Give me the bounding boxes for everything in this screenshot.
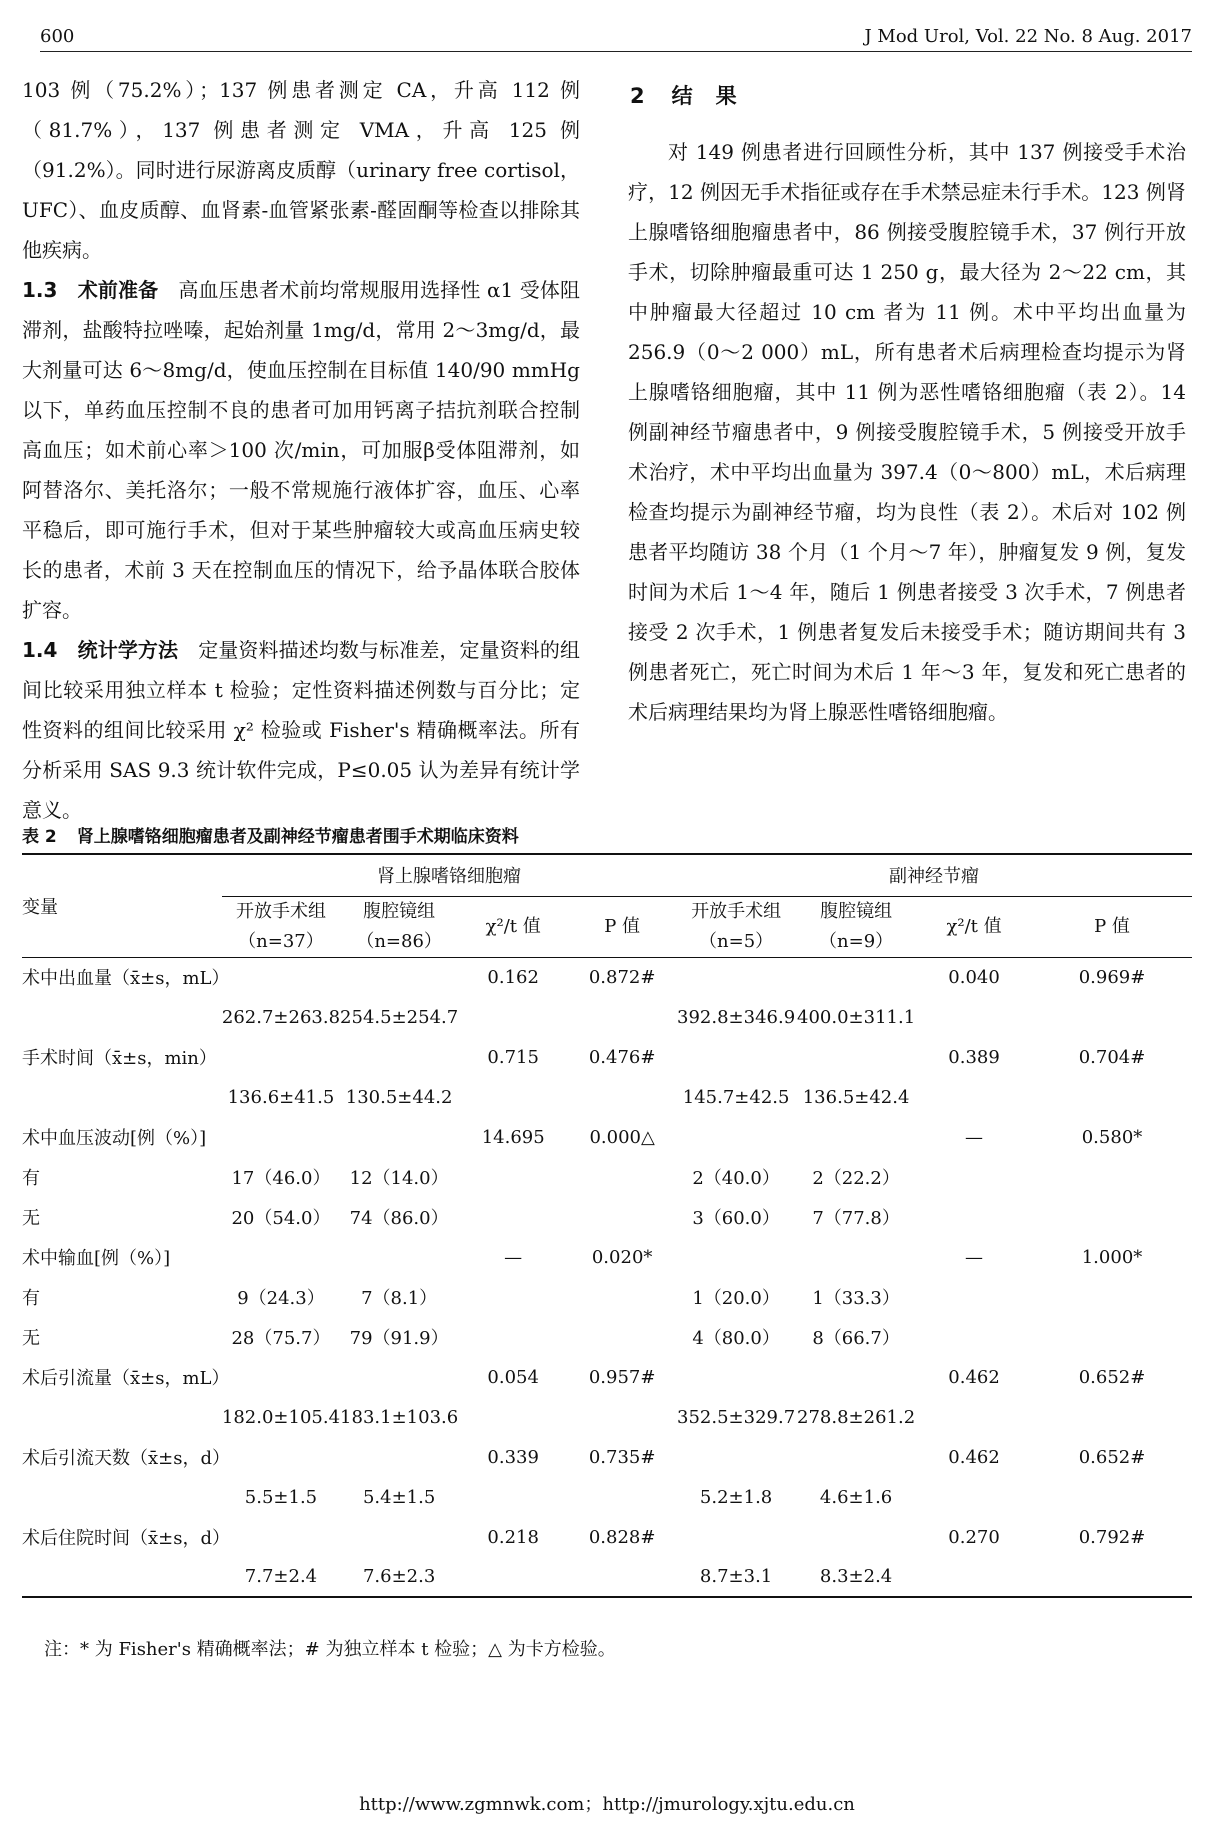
table-row: [22, 1037, 1192, 1077]
cell-g1-open: 9（24.3）: [237, 1288, 325, 1309]
cell-g1-open: 17（46.0）: [231, 1168, 331, 1189]
table-footnote: 注：* 为 Fisher's 精确概率法；# 为独立样本 t 检验；△ 为卡方检验。: [44, 1639, 616, 1660]
col-header-g2-stat: χ²/t 值: [946, 915, 1002, 937]
cell-g1-open: 182.0±105.4: [221, 1406, 341, 1428]
table-title: 肾上腺嗜铬细胞瘤患者及副神经节瘤患者围手术期临床资料: [76, 827, 519, 847]
clinical-data-table: [22, 853, 1192, 1598]
row-label: 术后引流天数（x̄±s，d）: [22, 1448, 230, 1469]
table-row: [22, 1397, 1192, 1437]
table-row: [22, 1357, 1192, 1397]
section-1-3-text: 高血压患者术前均常规服用选择性 α1 受体阻滞剂，盐酸特拉唑嗪，起始剂量 1mg/d，常用 2～3mg/d，最大剂量可达 6～8mg/d，使血压控制在目标值 140/90 mmHg 以下，单药血压控制不良的患者可加用钙离子拮抗剂联合控制高血压；如术前心率＞100 次/min，可加服β受体阻滞剂，如阿替洛尔、美托洛尔；一般不常规施行液体扩容，血压、心率平稳后，即可施行手术，但对于某些肿瘤较大或高血压病史较长的患者，术前 3 天在控制血压的情况下，给予晶体联合胶体扩容。: [22, 278, 580, 622]
col-header-g1-stat: χ²/t 值: [485, 915, 541, 937]
cell-g1-lap: 74（86.0）: [349, 1208, 449, 1229]
cell-g2-open: 3（60.0）: [692, 1208, 780, 1229]
cell-g2-open: 2（40.0）: [692, 1168, 780, 1189]
cell-g2-open: 4（80.0）: [692, 1328, 780, 1349]
cell-g2-p: 0.704#: [1078, 1046, 1146, 1068]
cell-g2-open: 352.5±329.7: [677, 1406, 796, 1428]
table-row: [22, 1517, 1192, 1557]
cell-g1-p: 0.020*: [591, 1246, 653, 1268]
row-sublabel: 有: [22, 1288, 40, 1309]
row-label: 术后住院时间（x̄±s，d）: [22, 1528, 230, 1549]
table-row: [22, 1557, 1192, 1597]
row-sublabel: 无: [22, 1328, 40, 1349]
col-label-g2-open: 开放手术组: [691, 900, 782, 922]
cell-g1-open: 5.5±1.5: [244, 1486, 318, 1508]
cell-g1-stat: 0.339: [487, 1446, 539, 1468]
table-row: [22, 1277, 1192, 1317]
cell-g1-open: 136.6±41.5: [227, 1086, 335, 1108]
cell-g2-stat: 0.270: [948, 1526, 1000, 1548]
row-label: 手术时间（x̄±s，min）: [22, 1048, 217, 1069]
cell-g2-lap: 400.0±311.1: [797, 1006, 916, 1028]
cell-g1-lap: 79（91.9）: [349, 1328, 449, 1349]
cell-g2-stat: 0.462: [948, 1366, 1000, 1388]
group-header-paraganglioma: 副神经节瘤: [676, 854, 1192, 896]
col-header-g1-p: P 值: [604, 915, 641, 937]
col-header-g2-p: P 值: [1094, 915, 1130, 937]
right-column: [628, 70, 1186, 732]
table-row: [22, 1077, 1192, 1117]
cell-g2-lap: 7（77.8）: [812, 1208, 900, 1229]
col-n-g1-lap: （n=86）: [356, 930, 442, 952]
cell-g2-open: 1（20.0）: [692, 1288, 780, 1309]
cell-g2-lap: 4.6±1.6: [819, 1486, 893, 1508]
group-header-pheo: 肾上腺嗜铬细胞瘤: [222, 854, 676, 896]
cell-g2-stat: —: [965, 1126, 984, 1148]
cell-g1-open: 28（75.7）: [231, 1328, 331, 1349]
cell-g2-p: 0.969#: [1078, 966, 1146, 988]
table-row: [22, 1157, 1192, 1197]
cell-g2-p: 1.000*: [1081, 1246, 1143, 1268]
col-label-g2-lap: 腹腔镜组: [820, 900, 893, 922]
col-n-g2-lap: （n=9）: [819, 930, 894, 952]
cell-g1-lap: 7.6±2.3: [362, 1566, 436, 1587]
table-row: [22, 1437, 1192, 1477]
section-2-number: 2: [630, 84, 646, 108]
cell-g1-open: 7.7±2.4: [244, 1566, 318, 1587]
row-label: 术中输血[例（%）]: [22, 1248, 171, 1269]
section-1-3-heading: 1.3 术前准备: [22, 278, 159, 302]
journal-citation: J Mod Urol, Vol. 22 No. 8 Aug. 2017: [864, 26, 1192, 47]
row-sublabel: 有: [22, 1168, 40, 1189]
section-2-heading: [630, 76, 1186, 116]
page-footer-urls: http://www.zgmnwk.com；http://jmurology.xjtu.edu.cn: [359, 1794, 855, 1815]
cell-g1-lap: 12（14.0）: [349, 1168, 449, 1189]
cell-g1-p: 0.476#: [588, 1046, 656, 1068]
variable-header: 变量: [22, 854, 222, 957]
cell-g1-lap: 183.1±103.6: [340, 1406, 459, 1428]
cell-g2-open: 5.2±1.8: [699, 1486, 773, 1508]
cell-g1-stat: 0.715: [487, 1046, 539, 1068]
cell-g2-p: 0.652#: [1078, 1366, 1146, 1388]
table-row: [22, 1237, 1192, 1277]
table-row: [22, 997, 1192, 1037]
cell-g2-p: 0.580*: [1081, 1126, 1143, 1148]
cell-g1-lap: 5.4±1.5: [362, 1486, 436, 1508]
cell-g2-stat: —: [965, 1246, 984, 1268]
row-sublabel: 无: [22, 1208, 40, 1229]
cell-g1-stat: 0.162: [487, 966, 539, 988]
cell-g2-lap: 2（22.2）: [812, 1168, 900, 1189]
cell-g2-stat: 0.040: [948, 966, 1000, 988]
cell-g1-lap: 7（8.1）: [361, 1288, 438, 1309]
cell-g2-stat: 0.389: [948, 1046, 1000, 1068]
section-1-4-heading: 1.4 统计学方法: [22, 638, 179, 662]
cell-g2-open: 8.7±3.1: [699, 1566, 773, 1587]
results-paragraph: 对 149 例患者进行回顾性分析，其中 137 例接受手术治疗，12 例因无手术指征或存在手术禁忌症未行手术。123 例肾上腺嗜铬细胞瘤患者中，86 例接受腹腔镜手术，37 例行开放手术，切除肿瘤最重可达 1 250 g，最大径为 2～22 cm，其中肿瘤最大径超过 10 cm 者为 11 例。术中平均出血量为 256.9（0～2 000）mL，所有患者术后病理检查均提示为肾上腺嗜铬细胞瘤，其中 11 例为恶性嗜铬细胞瘤（表 2）。14 例副神经节瘤患者中，9 例接受腹腔镜手术，5 例接受开放手术治疗，术中平均出血量为 397.4（0～800）mL，术后病理检查均提示为副神经节瘤，均为良性（表 2）。术后对 102 例患者平均随访 38 个月（1 个月～7 年），肿瘤复发 9 例，复发时间为术后 1～4 年，随后 1 例患者接受 3 次手术，7 例患者接受 2 次手术，1 例患者复发后未接受手术；随访期间共有 3 例患者死亡，死亡时间为术后 1 年～3 年，复发和死亡患者的术后病理结果均为肾上腺恶性嗜铬细胞瘤。: [628, 140, 1186, 724]
col-label-g1-lap: 腹腔镜组: [363, 900, 436, 922]
cell-g1-p: 0.828#: [588, 1526, 656, 1548]
cell-g2-lap: 278.8±261.2: [797, 1406, 916, 1428]
col-n-g1-open: （n=37）: [238, 930, 324, 952]
cell-g1-stat: —: [504, 1246, 523, 1268]
running-header: [40, 22, 1192, 52]
col-n-g2-open: （n=5）: [699, 930, 774, 952]
table-caption: [22, 822, 519, 847]
cell-g1-p: 0.872#: [588, 966, 656, 988]
section-2-title: 结 果: [671, 84, 738, 108]
cell-g1-stat: 0.218: [487, 1526, 539, 1548]
cell-g2-open: 145.7±42.5: [682, 1086, 790, 1108]
col-header: [796, 896, 916, 957]
section-1-4-text: 定量资料描述均数与标准差，定量资料的组间比较采用独立样本 t 检验；定性资料描述例数与百分比；定性资料的组间比较采用 χ² 检验或 Fisher's 精确概率法。所有分析采用 SAS 9.3 统计软件完成，P≤0.05 认为差异有统计学意义。: [22, 638, 581, 822]
row-label: 术中出血量（x̄±s，mL）: [22, 968, 230, 990]
methods-paragraph: 103 例（75.2%）；137 例患者测定 CA，升高 112 例（81.7%），137 例患者测定 VMA，升高 125 例（91.2%）。同时进行尿游离皮质醇（urinary free cortisol，UFC）、血皮质醇、血肾素-血管紧张素-醛固酮等检查以排除其他疾病。: [22, 78, 580, 262]
table-row: [22, 1477, 1192, 1517]
cell-g2-open: 392.8±346.9: [677, 1006, 796, 1028]
table-body: [22, 957, 1192, 1597]
page-number: 600: [40, 26, 75, 47]
cell-g1-lap: 130.5±44.2: [345, 1086, 453, 1108]
cell-g1-p: 0.957#: [588, 1366, 656, 1388]
table-number: 表 2: [22, 827, 57, 847]
table-row: [22, 1117, 1192, 1157]
cell-g2-lap: 8（66.7）: [812, 1328, 900, 1349]
cell-g1-lap: 254.5±254.7: [340, 1006, 459, 1028]
cell-g1-stat: 0.054: [487, 1366, 539, 1388]
cell-g1-stat: 14.695: [481, 1126, 545, 1148]
cell-g2-lap: 136.5±42.4: [802, 1086, 910, 1108]
col-label-g1-open: 开放手术组: [235, 900, 326, 922]
col-header: [222, 896, 340, 957]
section-1-4: [22, 630, 580, 830]
section-1-3: [22, 270, 580, 630]
col-header: [676, 896, 796, 957]
cell-g1-p: 0.000△: [589, 1126, 655, 1148]
cell-g2-lap: 8.3±2.4: [819, 1566, 893, 1587]
cell-g2-p: 0.652#: [1078, 1446, 1146, 1468]
cell-g1-open: 262.7±263.8: [221, 1006, 341, 1028]
left-column: [22, 70, 580, 830]
cell-g1-p: 0.735#: [588, 1446, 656, 1468]
cell-g1-open: 20（54.0）: [231, 1208, 331, 1229]
cell-g2-p: 0.792#: [1078, 1526, 1146, 1548]
cell-g2-lap: 1（33.3）: [812, 1288, 900, 1309]
row-label: 术后引流量（x̄±s，mL）: [22, 1368, 230, 1389]
table-row: [22, 957, 1192, 997]
table-row: [22, 1197, 1192, 1237]
cell-g2-stat: 0.462: [948, 1446, 1000, 1468]
col-header: [340, 896, 458, 957]
table-row: [22, 1317, 1192, 1357]
row-label: 术中血压波动[例（%）]: [22, 1128, 207, 1149]
